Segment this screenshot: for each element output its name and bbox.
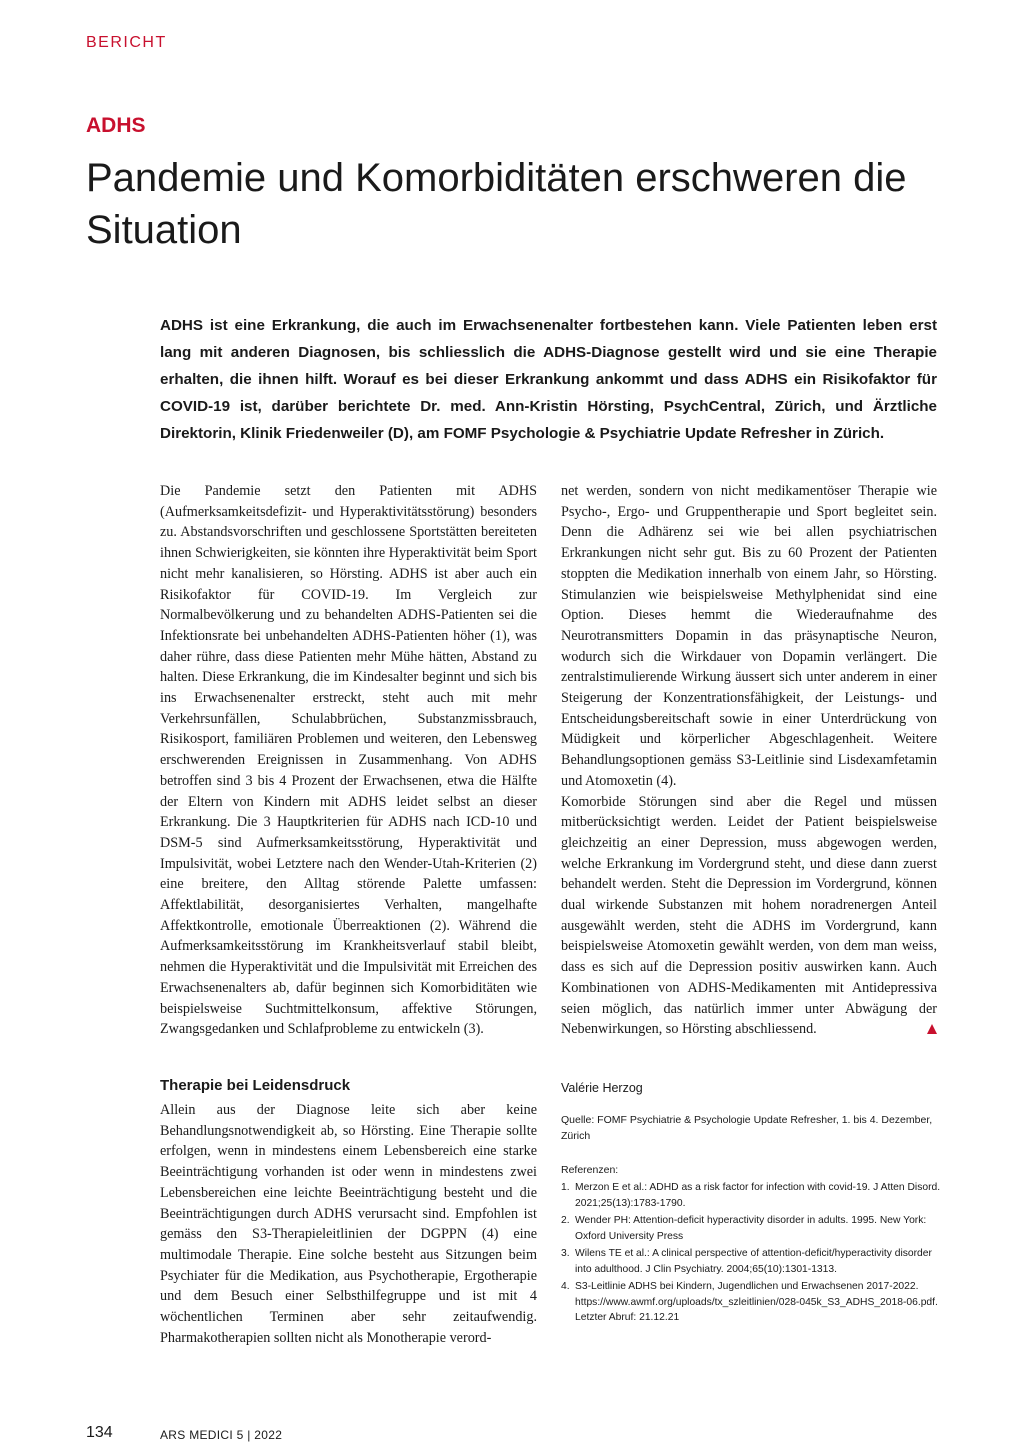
section-label: BERICHT: [86, 34, 167, 51]
page-number: 134: [86, 1424, 113, 1441]
reference-number: 2.: [561, 1215, 570, 1226]
body-paragraph: Die Pandemie setzt den Patienten mit ADHS (Aufmerksamkeitsdefizit- und Hyperaktivitätsstörung) besonders zu. Abstandsvorschriften und geschlossene Sportstätten bereiteten ihnen Schwierigkeiten, sie könnten ihre Hyperaktivität beim Sport nicht mehr kanalisieren, so Hörsting. ADHS ist aber auch ein Risikofaktor für COVID-19. Im Vergleich zur Normalbevölkerung und zu behandelten ADHS-Patienten sei die Infektionsrate bei unbehandelten ADHS-Patienten höher (1), was daher rühre, dass diese Patienten mehr Mühe hätten, Abstand zu halten. Diese Erkrankung, die im Kindesalter beginnt und sich bis ins Erwachsenenalter erstreckt, steht auch mit mehr Verkehrsunfällen, Schulabbrüchen, Substanzmissbrauch, Risikosport, familiären Problemen und weiteren, den Lebensweg erschwerenden Ereignissen in Zusammenhang. Von ADHS betroffen sind 3 bis 4 Prozent der Erwachsenen, etwa die Hälfte der Eltern von Kindern mit ADHS leidet selbst an dieser Erkrankung. Die 3 Hauptkriterien für ADHS nach ICD-10 und DSM-5 sind Aufmerksamkeitsstörung, Hyperaktivität und Impulsivität, wobei Letztere nach den Wender-Utah-Kriterien (2) eine breitere, den Alltag störende Palette umfassen: Affektlabilität, desorganisiertes Verhalten, mangelhafte Affektkontrolle, emotionale Überreaktionen (2). Während die Aufmerksamkeitsstörung im Krankheitsverlauf stabil bleibt, nehmen die Hyperaktivität und die Impulsivität mit Erreichen des Erwachsenenalters ab, dafür beginnen sich Komorbiditäten wie beispielsweise Suchtmittelkonsum, affektive Störungen, Zwangsgedanken und Schlafprobleme zu entwickeln (3).: [160, 483, 537, 1038]
reference-item: [561, 1213, 941, 1244]
end-triangle-icon: [927, 1024, 937, 1034]
reference-item: [561, 1246, 941, 1277]
body-paragraph: Allein aus der Diagnose leite sich aber keine Behandlungsnotwendigkeit ab, so Hörsting. Eine Therapie sollte erfolgen, wenn in mindestens einem Lebensbereich eine starke Beeinträchtigung vorhanden ist oder wenn in mindestens zwei Lebensbereichen eine leichte Beeinträchtigung besteht und die Beeinträchtigungen durch ADHS verursacht sind. Empfohlen ist gemäss den S3-Therapieleitlinien der DGPPN (4) eine multimodale Therapie. Eine solche besteht aus Sitzungen beim Psychiater für die Medikation, aus Psychotherapie, Ergotherapie und dem Besuch einer Selbsthilfegruppe und ist mit 4 wöchentlichen Terminen aber sehr zeitaufwendig. Pharmakotherapien sollten nicht als Monotherapie verord-: [160, 1102, 537, 1346]
reference-text: Wilens TE et al.: A clinical perspective of attention-deficit/hyperactivity disorder into adulthood. J Clin Psychiatry. 2004;65(10):1301-1313.: [575, 1248, 932, 1275]
references-list: [561, 1180, 941, 1328]
reference-item: [561, 1279, 941, 1326]
reference-text: S3-Leitlinie ADHS bei Kindern, Jugendlichen und Erwachsenen 2017-2022. https://www.awmf.org/uploads/tx_szleitlinien/028-045k_S3_ADHS_2018-06.pdf. Letzter Abruf: 21.12.21: [575, 1281, 938, 1323]
reference-number: 1.: [561, 1182, 570, 1193]
article-kicker: ADHS: [86, 114, 146, 137]
body-paragraph-final: [561, 792, 937, 1040]
reference-text: Merzon E et al.: ADHD as a risk factor for infection with covid-19. J Atten Disord. 2021;25(13):1783-1790.: [575, 1182, 941, 1209]
article-title: Pandemie und Komorbiditäten erschweren die Situation: [86, 156, 907, 252]
body-column-left-lower: [160, 1100, 537, 1348]
source-note: Quelle: FOMF Psychiatrie & Psychologie Update Refresher, 1. bis 4. Dezember, Zürich: [561, 1114, 933, 1142]
author-name: Valérie Herzog: [561, 1081, 643, 1095]
reference-item: [561, 1180, 941, 1211]
reference-number: 3.: [561, 1248, 570, 1259]
article-lead: ADHS ist eine Erkrankung, die auch im Erwachsenenalter fortbestehen kann. Viele Patienten leben erst lang mit anderen Diagnosen, bis schliesslich die ADHS-Diagnose gestellt wird und sie eine Therapie erhalten, die ihnen hilft. Worauf es bei dieser Erkrankung ankommt und dass ADHS ein Risikofaktor für COVID-19 ist, darüber berichtete Dr. med. Ann-Kristin Hörsting, PsychCentral, Zürich, und Ärztliche Direktorin, Klinik Friedenweiler (D), am FOMF Psychologie & Psychiatrie Update Refresher in Zürich.: [160, 317, 937, 442]
references-heading: Referenzen:: [561, 1164, 619, 1176]
body-paragraph-text: Komorbide Störungen sind aber die Regel und müssen mitberücksichtigt werden. Leidet der Patient beispielsweise gleichzeitig an einer Depression, muss abgewogen werden, welche Erkrankung im Vordergrund steht, und diese dann zuerst behandelt werden. Steht die Depression im Vordergrund, können dual wirkende Substanzen mit hohem noradrenergen Anteil ausgewählt werden, steht die ADHS im Vordergrund, kann beispielsweise Atomoxetin gewählt werden, von dem man weiss, dass es sich auf die Depression positiv auswirken kann. Auch Kombinationen von ADHS-Medikamenten mit Antidepressiva seien möglich, das natürlich immer unter Abwägung der Nebenwirkungen, so Hörsting abschliessend.: [561, 793, 937, 1038]
journal-footer: ARS MEDICI 5 | 2022: [160, 1428, 283, 1442]
reference-text: Wender PH: Attention-deficit hyperactivity disorder in adults. 1995. New York: Oxford University Press: [575, 1215, 927, 1242]
body-column-left: [160, 481, 537, 1040]
section-subheading: Therapie bei Leidensdruck: [160, 1077, 351, 1094]
body-paragraph: net werden, sondern von nicht medikamentöser Therapie wie Psycho-, Ergo- und Gruppentherapie und Sport begleitet sein. Denn die Adhärenz sei wie bei allen psychiatrischen Erkrankungen nicht sehr gut. Bis zu 60 Prozent der Patienten stoppten die Medikation innerhalb von einem Jahr, so Hörsting. Stimulanzien wie beispielsweise Methylphenidat sind eine Option. Dieses hemmt die Wiederaufnahme des Neurotransmitters Dopamin in das präsynaptische Neuron, wodurch sich die Wirkdauer von Dopamin verlängert. Die zentralstimulierende Wirkung äussert sich unter anderem in einer Steigerung der Konzentrationsfähigkeit, der Leistungs- und Entscheidungsbereitschaft sowie in einer Unterdrückung von Müdigkeit und körperlicher Abgeschlagenheit. Weitere Behandlungsoptionen gemäss S3-Leitlinie sind Lisdexamfetamin und Atomoxetin (4).: [561, 483, 937, 789]
reference-number: 4.: [561, 1281, 570, 1292]
body-column-right: [561, 481, 937, 1040]
